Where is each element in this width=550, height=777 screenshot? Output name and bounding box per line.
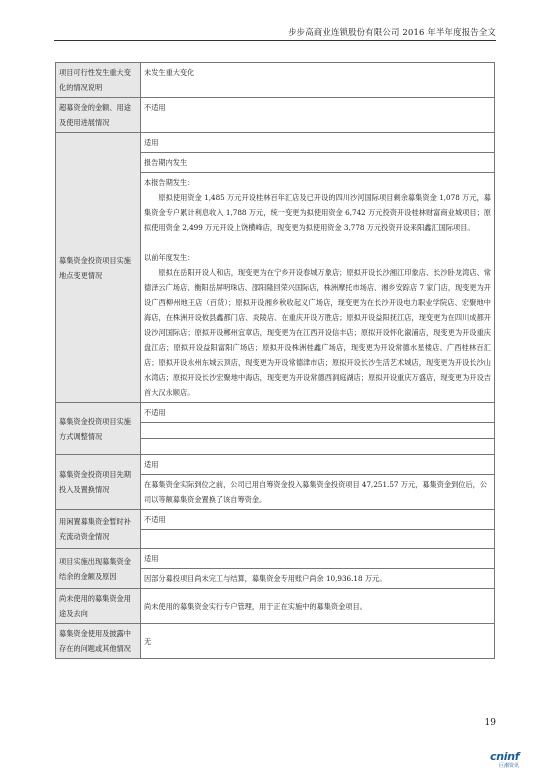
row-label: 超募资金的金额、用途及使用进展情况: [56, 98, 141, 133]
row-value: 在募集资金实际到位之前，公司已用自筹资金投入募集资金投资项目 47,251.57 万元，募集资金到位后，公司以等额募集资金置换了该自筹资金。: [141, 475, 495, 510]
table-row: [56, 455, 495, 475]
row-value: 无: [141, 624, 495, 659]
row-status: 适用: [141, 455, 495, 475]
fund-usage-table: [55, 62, 495, 659]
prior-body: 原拟在岳阳开设人和店，现变更为在宁乡开设春城万象店；原拟开设长沙湘江印象店、长沙卧龙湾店、常德泽云广场店、衡阳岳屏明珠店、邵阳隆回荣兴国际店，株洲摩托市场店、湘乡安踪店 7 家门店，现变更为开设广西柳州地王店（百货）；原拟开设湘乡秋收起义广场店，现变更为在长沙开设电力职业学院店、宏聚地中海店，在株洲开设攸县鑫都门店、炎陵店、在重庆开设万胜店；原拟开设益阳抚江店，现变更为在四川成都开设沙河国际店；原拟开设郴州宜章店，现变更为在江西开设信丰店；原拟开设怀化溆浦店，现变更为开设重庆盘江店；原拟开设益阳富阳广场店；原拟开设株洲桂鑫广场店，现变更为开设常德水星楼店、广西桂林百汇店；原拟开设永州东城云顶店，现变更为开设常德津市店；原拟开设长沙生活艺术城店，现变更为开设长沙山水湾店；原拟开设长沙宏聚地中海店，现变更为开设常德西洞庭湖店；原拟开设重庆万盛店，现变更为开设吉首大汉永顺店。: [144, 268, 491, 397]
prior-heading: 以前年度发生：: [144, 253, 195, 262]
table-row: [56, 63, 495, 98]
row-label: 尚未使用的募集资金用途及去向: [56, 589, 141, 624]
header-divider: [54, 40, 496, 41]
table-row: [56, 589, 495, 624]
row-value: 尚未使用的募集资金实行专户管理，用于正在实施中的募集资金项目。: [141, 589, 495, 624]
row-status: 适用: [141, 133, 495, 153]
row-value: 不适用: [141, 98, 495, 133]
logo-text: cninf: [490, 750, 520, 763]
row-label: 用闲置募集资金暂时补充流动资金情况: [56, 510, 141, 549]
logo-subtext: 巨潮资讯: [498, 763, 519, 769]
row-label: 募集资金投资项目实施地点变更情况: [56, 133, 141, 403]
empty-cell: [141, 439, 495, 455]
row-value: 不适用: [141, 510, 495, 530]
row-label: 募集资金投资项目先期投入及置换情况: [56, 455, 141, 510]
table-row: [56, 624, 495, 659]
page-number: 19: [484, 718, 496, 728]
row-period: 报告期内发生: [141, 153, 495, 173]
page-header: 步步高商业连锁股份有限公司 2016 年半年度报告全文: [288, 27, 496, 37]
table-row: [56, 133, 495, 153]
row-value: 因部分募投项目尚未完工与结算，募集资金专用账户尚余 10,936.18 万元。: [141, 569, 495, 589]
table-row: [56, 549, 495, 569]
table-row: [56, 510, 495, 530]
table-row: [56, 98, 495, 133]
empty-cell: [141, 423, 495, 439]
row-label: 项目实施出现募集资金结余的金额及原因: [56, 549, 141, 589]
row-label: 募集资金使用及披露中存在的问题或其他情况: [56, 624, 141, 659]
row-status: 适用: [141, 549, 495, 569]
row-value: 未发生重大变化: [141, 63, 495, 98]
cninfo-logo: [490, 750, 528, 774]
row-detail: [141, 173, 495, 403]
row-label: 项目可行性发生重大变化的情况说明: [56, 63, 141, 98]
current-body: 原拟使用资金 1,485 万元开设桂林百年汇店及已开设的四川沙河国际项目剩余募集资金 1,078 万元，募集资金专户累计利息收入 1,788 万元，统一变更为拟使用资金 6,742 万元投资开设桂林财富商业城项目；原拟使用资金 2,499 万元开设上饶横峰店，现变更为拟使用资金 3,778 万元投资开设来阳鑫汇国际项目。: [144, 193, 491, 232]
current-heading: 本报告期发生：: [144, 178, 195, 187]
row-value: 不适用: [141, 403, 495, 423]
row-label: 募集资金投资项目实施方式调整情况: [56, 403, 141, 455]
table-row: [56, 403, 495, 423]
empty-cell: [141, 530, 495, 549]
